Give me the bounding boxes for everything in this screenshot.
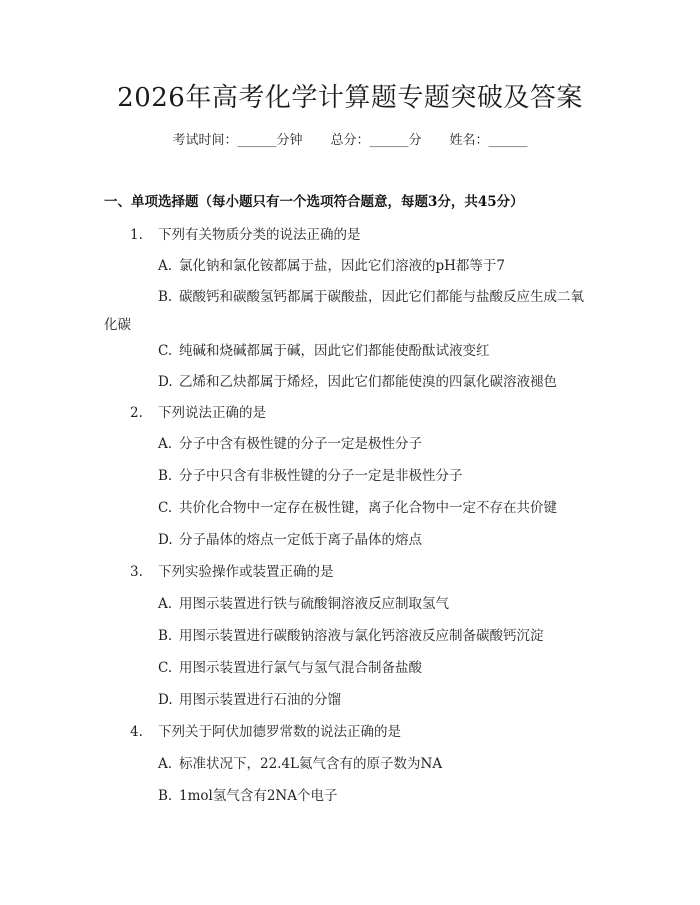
option-letter: A. [158,756,173,772]
q2-option-a [158,434,422,454]
question-stem: 下列说法正确的是 [158,405,266,421]
q3-option-b [158,626,544,646]
option-text: 乙烯和乙炔都属于烯烃，因此它们都能使溴的四氯化碳溶液褪色 [179,374,557,390]
option-text: 1mol氢气含有2NA个电子 [179,788,338,804]
name-field: 姓名：______ [449,133,528,148]
page-title: 2026年高考化学计算题专题突破及答案 [117,83,583,113]
option-text: 纯碱和烧碱都属于碱，因此它们都能使酚酞试液变红 [179,343,490,359]
option-text-continuation: 化碳 [104,317,131,333]
q1-option-b [104,287,584,333]
question-2 [130,403,266,423]
option-letter: C. [158,660,173,676]
question-4 [130,722,401,742]
question-stem: 下列实验操作或装置正确的是 [158,564,334,580]
q3-option-c [158,658,422,678]
option-letter: D. [158,374,173,390]
question-number: 1. [130,227,143,243]
option-text: 用图示装置进行铁与硫酸铜溶液反应制取氢气 [179,596,449,612]
option-letter: B. [158,628,173,644]
q3-option-d [158,690,341,710]
option-text: 碳酸钙和碳酸氢钙都属于碳酸盐，因此它们都能与盐酸反应生成二氧 [179,289,584,305]
question-number: 2. [130,405,143,421]
option-letter: A. [158,258,173,274]
option-letter: B. [158,788,173,804]
option-letter: B. [158,289,173,305]
question-number: 4. [130,724,143,740]
q1-option-d [158,372,557,392]
option-text: 标准状况下，22.4L氦气含有的原子数为NA [179,756,443,772]
q3-option-a [158,594,449,614]
question-stem: 下列有关物质分类的说法正确的是 [158,227,361,243]
question-3 [130,562,334,582]
option-letter: C. [158,500,173,516]
option-letter: D. [158,692,173,708]
q4-option-a [158,754,442,774]
total-score-field: 总分：______分 [330,133,422,148]
exam-time-field: 考试时间：______分钟 [172,133,303,148]
option-letter: D. [158,532,173,548]
q4-option-b [158,786,338,806]
option-letter: B. [158,468,173,484]
option-text: 氯化钠和氯化铵都属于盐，因此它们溶液的pH都等于7 [179,258,506,274]
option-text: 用图示装置进行石油的分馏 [179,692,341,708]
question-number: 3. [130,564,143,580]
option-text: 用图示装置进行碳酸钠溶液与氯化钙溶液反应制备碳酸钙沉淀 [179,628,544,644]
option-text: 分子中含有极性键的分子一定是极性分子 [179,436,422,452]
q2-option-c [158,498,557,518]
option-text: 分子中只含有非极性键的分子一定是非极性分子 [179,468,463,484]
question-stem: 下列关于阿伏加德罗常数的说法正确的是 [158,724,401,740]
q2-option-b [158,466,463,486]
option-letter: C. [158,343,173,359]
option-letter: A. [158,436,173,452]
section-heading: 一、单项选择题（每小题只有一个选项符合题意，每题3分，共45分） [104,194,524,210]
q1-option-c [158,341,490,361]
option-text: 共价化合物中一定存在极性键，离子化合物中一定不存在共价键 [179,500,557,516]
exam-meta-line [0,131,700,151]
question-1 [130,225,361,245]
option-text: 用图示装置进行氯气与氢气混合制备盐酸 [179,660,422,676]
option-letter: A. [158,596,173,612]
q2-option-d [158,530,422,550]
option-text: 分子晶体的熔点一定低于离子晶体的熔点 [179,532,422,548]
q1-option-a [158,256,505,276]
